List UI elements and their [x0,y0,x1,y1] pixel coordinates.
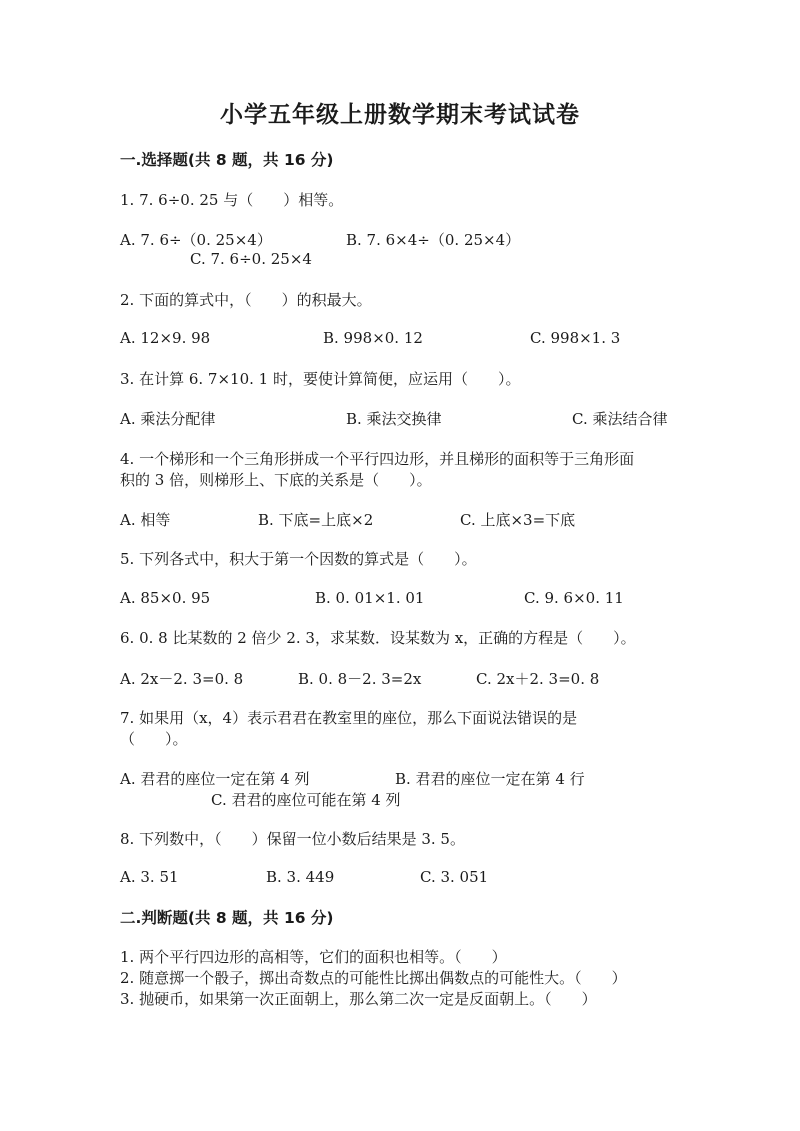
section-heading-multiple-choice: 一.选择题(共 8 题，共 16 分) [120,151,334,169]
question-8-option-c: C. 3. 051 [420,868,489,886]
question-3-option-a: A. 乘法分配律 [120,410,216,428]
question-3: 3. 在计算 6. 7×10. 1 时，要使计算简便，应运用（ ）。 [120,370,521,388]
question-2-option-b: B. 998×0. 12 [323,329,423,347]
question-4-line-2: 积的 3 倍，则梯形上、下底的关系是（ ）。 [120,471,432,489]
question-1-option-c: C. 7. 6÷0. 25×4 [190,250,312,268]
question-8: 8. 下列数中，（ ）保留一位小数后结果是 3. 5。 [120,830,465,848]
question-5-option-b: B. 0. 01×1. 01 [315,589,425,607]
question-1: 1. 7. 6÷0. 25 与（ ）相等。 [120,191,344,209]
question-2-option-a: A. 12×9. 98 [120,329,211,347]
question-4-option-c: C. 上底×3=下底 [460,511,576,529]
question-5-option-a: A. 85×0. 95 [120,589,211,607]
question-7-line-1: 7. 如果用（x，4）表示君君在教室里的座位，那么下面说法错误的是 [120,709,578,727]
question-6-option-c: C. 2x＋2. 3=0. 8 [476,670,600,688]
question-7-line-2: （ ）。 [120,730,188,748]
question-3-option-b: B. 乘法交换律 [346,410,442,428]
question-3-option-c: C. 乘法结合律 [572,410,668,428]
judgment-item-1: 1. 两个平行四边形的高相等，它们的面积也相等。（ ） [120,948,507,966]
question-8-option-a: A. 3. 51 [120,868,179,886]
judgment-item-2: 2. 随意掷一个骰子，掷出奇数点的可能性比掷出偶数点的可能性大。（ ） [120,969,627,987]
judgment-item-3: 3. 抛硬币，如果第一次正面朝上，那么第二次一定是反面朝上。（ ） [120,990,597,1008]
question-4-line-1: 4. 一个梯形和一个三角形拼成一个平行四边形，并且梯形的面积等于三角形面 [120,450,635,468]
question-4-option-b: B. 下底=上底×2 [258,511,374,529]
question-2: 2. 下面的算式中，（ ）的积最大。 [120,291,372,309]
question-7-option-a: A. 君君的座位一定在第 4 列 [120,770,310,788]
question-6-option-a: A. 2x－2. 3=0. 8 [120,670,244,688]
question-1-option-b: B. 7. 6×4÷（0. 25×4） [346,231,521,249]
question-5: 5. 下列各式中，积大于第一个因数的算式是（ ）。 [120,550,477,568]
question-6: 6. 0. 8 比某数的 2 倍少 2. 3，求某数．设某数为 x，正确的方程是（ ）。 [120,629,636,647]
question-4-option-a: A. 相等 [120,511,171,529]
question-5-option-c: C. 9. 6×0. 11 [524,589,624,607]
question-2-option-c: C. 998×1. 3 [530,329,621,347]
exam-title: 小学五年级上册数学期末考试试卷 [220,101,580,128]
question-6-option-b: B. 0. 8－2. 3=2x [298,670,422,688]
question-7-option-c: C. 君君的座位可能在第 4 列 [211,791,401,809]
question-7-option-b: B. 君君的座位一定在第 4 行 [395,770,585,788]
section-heading-true-false: 二.判断题(共 8 题，共 16 分) [120,909,334,927]
question-8-option-b: B. 3. 449 [266,868,335,886]
question-1-option-a: A. 7. 6÷（0. 25×4） [120,231,272,249]
